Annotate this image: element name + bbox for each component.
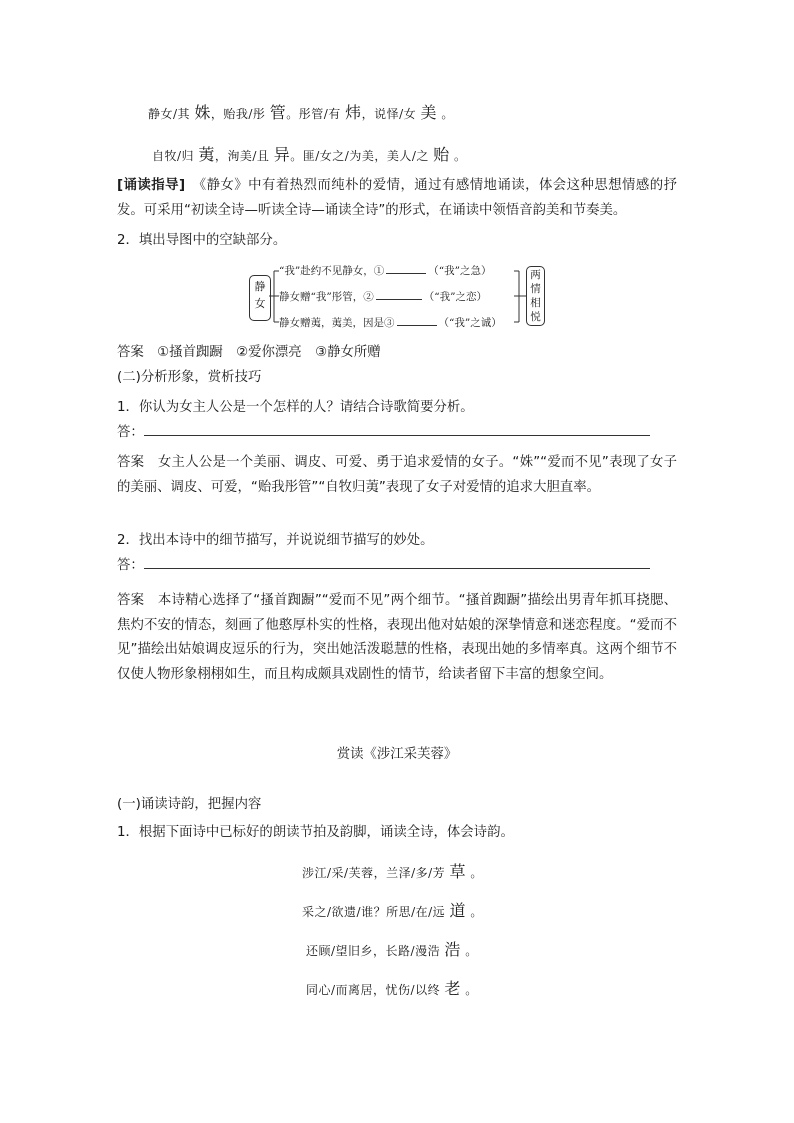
poem2-line-3 xyxy=(306,937,478,960)
fill-blank-1 xyxy=(386,273,426,274)
recitation-guide xyxy=(117,174,677,223)
rhyme-char: 美 xyxy=(420,103,437,122)
poem-text: 同心/而离居，忧伤/以终 xyxy=(306,983,445,997)
conclusion-label: 两情相悦 xyxy=(530,269,541,323)
row-text: 静女赠“我”彤管，② xyxy=(279,291,374,303)
poem-text: 静女/其 xyxy=(148,107,195,121)
poem1-line2 xyxy=(152,142,467,165)
guide-label: [诵读指导] xyxy=(117,178,186,193)
row-tag: （“我”之急） xyxy=(428,265,492,277)
mindmap-row-1 xyxy=(279,263,492,278)
mindmap-conclusion xyxy=(526,266,545,326)
answer-blank[interactable] xyxy=(144,435,650,436)
answer-line-1[interactable] xyxy=(117,421,650,444)
poem-text: 。 xyxy=(466,905,483,919)
poem1-line1 xyxy=(148,100,454,123)
rhyme-char: 管 xyxy=(269,103,287,122)
answer-blank[interactable] xyxy=(144,568,650,569)
rhyme-char: 荑 xyxy=(198,145,215,164)
answer-label: 答案 xyxy=(117,593,145,608)
poem-text: 涉江/采/芙蓉，兰泽/多/芳 xyxy=(302,866,450,880)
answer-prompt: 答： xyxy=(117,558,144,573)
question-heroine: 1．你认为女主人公是一个怎样的人？请结合诗歌简要分析。 xyxy=(117,400,474,415)
row-tag: （“我”之恋） xyxy=(423,291,487,303)
answer-label: 答案 xyxy=(117,455,145,470)
rhyme-char: 老 xyxy=(444,979,461,998)
poem2-line-4 xyxy=(306,976,478,999)
question-details: 2．找出本诗中的细节描写，并说说细节描写的妙处。 xyxy=(117,533,434,548)
answer-text: 女主人公是一个美丽、调皮、可爱、勇于追求爱情的女子。“姝”“爱而不见”表现了女子的美丽、调皮、可爱，“贻我彤管”“自牧归荑”表现了女子对爱情的追求大胆直率。 xyxy=(117,455,678,495)
section-recite-title: (一)诵读诗韵，把握内容 xyxy=(117,797,262,812)
row-text: “我”赴约不见静女，① xyxy=(279,265,385,277)
poem-text: 自牧/归 xyxy=(152,149,199,163)
poem-text: 。匪/女之/为美，美人/之 xyxy=(290,149,434,163)
poem-text: ，贻我/彤 xyxy=(210,107,270,121)
answer-prompt: 答： xyxy=(117,425,144,440)
root-label: 静女 xyxy=(254,280,266,310)
poem-text: 。 xyxy=(460,983,478,997)
poem-text: 采之/欲遗/谁？所思/在/远 xyxy=(302,905,450,919)
question-fill-map: 2．填出导图中的空缺部分。 xyxy=(117,233,287,248)
poem-text: ，洵美/且 xyxy=(214,149,274,163)
rhyme-char: 道 xyxy=(449,901,467,920)
rhyme-char: 贻 xyxy=(433,145,450,164)
rhyme-char: 姝 xyxy=(194,103,211,122)
rhyme-char: 浩 xyxy=(444,940,461,959)
row-tag: （“我”之诚） xyxy=(438,317,502,329)
poem-text: 。彤管/有 xyxy=(286,107,346,121)
section-analyze-title: (二)分析形象，赏析技巧 xyxy=(117,370,262,385)
guide-text: 《静女》中有着热烈而纯朴的爱情，通过有感情地诵读，体会这种思想情感的抒发。可采用“初读全诗—听读全诗—诵读全诗”的形式，在诵读中领悟音韵美和节奏美。 xyxy=(117,178,677,218)
rhyme-char: 草 xyxy=(449,862,467,881)
poem2-line-1 xyxy=(302,859,483,882)
heading-appreciation: 赏读《涉江采芙蓉》 xyxy=(336,747,458,762)
answer-line-2[interactable] xyxy=(117,554,650,577)
answer-details xyxy=(117,589,677,687)
answer-heroine xyxy=(117,451,677,500)
row-text: 静女赠荑，荑美，因是③ xyxy=(279,317,395,329)
mindmap-row-2 xyxy=(279,289,487,304)
answer-mindmap xyxy=(117,341,381,364)
poem-text: 。 xyxy=(466,866,483,880)
question-recite: 1．根据下面诗中已标好的朗读节拍及韵脚，诵读全诗，体会诗韵。 xyxy=(117,825,514,840)
rhyme-char: 异 xyxy=(273,145,291,164)
mindmap-root xyxy=(249,275,271,321)
mindmap-row-3 xyxy=(279,315,502,330)
fill-blank-3 xyxy=(397,325,437,326)
fill-blank-2 xyxy=(376,299,422,300)
answer-label: 答案 xyxy=(117,345,144,360)
answer-text: 本诗精心选择了“搔首踟蹰”“爱而不见”两个细节。“搔首踟蹰”描绘出男青年抓耳挠腮、焦灼不安的情态，刻画了他憨厚朴实的性格，表现出他对姑娘的深挚情意和迷恋程度。“爱而不见”描绘出姑娘调皮逗乐的行为，突出她活泼聪慧的性格，表现出她的多情率真。这两个细节不仅使人物形象栩栩如生，而且构成颇具戏剧性的情节，给读者留下丰富的想象空间。 xyxy=(117,593,678,682)
answer-text: ①搔首踟蹰 ②爱你漂亮 ③静女所赠 xyxy=(157,345,381,360)
rhyme-char: 炜 xyxy=(345,103,362,122)
poem-text: 还顾/望旧乡，长路/漫浩 xyxy=(306,944,445,958)
poem-text: 。 xyxy=(437,107,454,121)
poem2-line-2 xyxy=(302,898,483,921)
poem-text: 。 xyxy=(460,944,478,958)
poem-text: 。 xyxy=(449,149,467,163)
poem-text: ，说怿/女 xyxy=(361,107,421,121)
